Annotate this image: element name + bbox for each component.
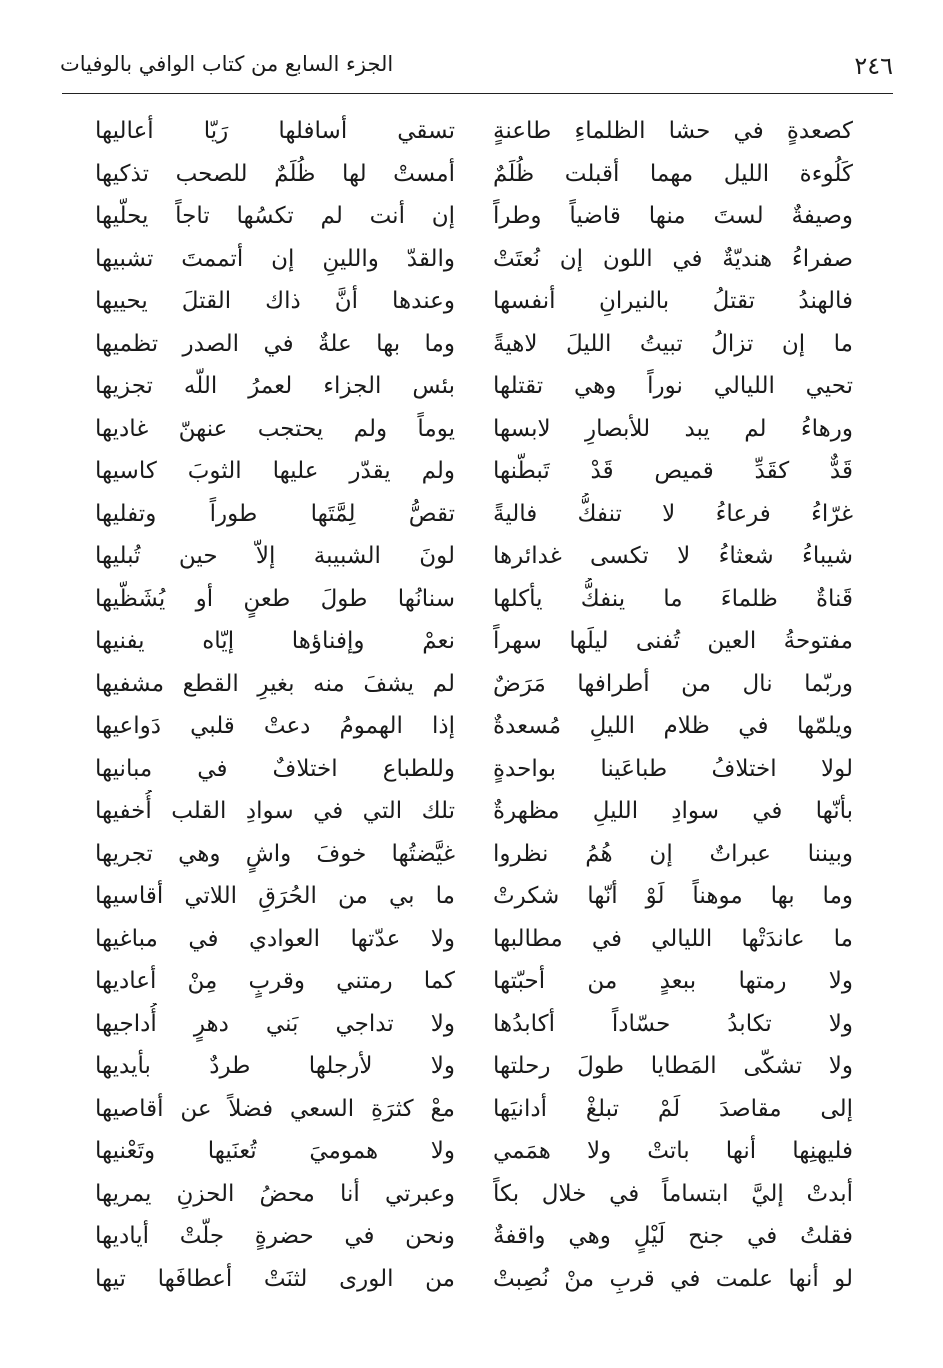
verse-first-hemistich: ولا رمتها ببعدٍ من أحبّتها — [493, 968, 853, 994]
verse-first-hemistich: أبدتْ إليَّ ابتساماً في خلال بكاً — [493, 1180, 853, 1207]
verse-second-hemistich: من الورى لثنَتْ أعطافَها تيها — [95, 1265, 455, 1292]
verse-first-hemistich: مفتوحةُ العين تُفنى ليلَها سهراً — [493, 628, 853, 654]
verse-first-hemistich: إلى مقاصدَ لَمْ تبلغْ أدانيَها — [493, 1095, 853, 1122]
verse-first-hemistich: لولا اختلافُ طباعَينا بواحدةٍ — [493, 755, 853, 782]
verse-first-hemistich: صفراءُ هنديّةٌ في اللون إن نُعتَتْ — [493, 245, 853, 272]
verse-first-hemistich: شيباءُ شعثاءُ لا تكسى غدائرها — [493, 543, 853, 569]
verse-first-hemistich: لو أنها علمت في قربِ منْ نُصِبتْ — [493, 1265, 853, 1292]
verse-second-hemistich: ولا هموميَ تُعنَيها وتَعْنيها — [95, 1138, 455, 1164]
running-head: الجزء السابع من كتاب الوافي بالوفيات — [60, 52, 394, 76]
verse-first-hemistich: كَلُوءة الليل مهما أقبلت ظُلَمٌ — [493, 160, 853, 187]
verse-first-hemistich: ورهاءُ لم يبد للأبصارِ لابسها — [493, 415, 853, 442]
verse-first-hemistich: ولا تشكّى المَطايا طولَ رحلتها — [493, 1053, 853, 1079]
verse-second-hemistich: ما بي من الحُرَقِ اللاتي أقاسيها — [95, 883, 455, 909]
verse-second-hemistich: لم يشفَ منه بغيرِ القطع مشفيها — [95, 670, 455, 697]
verse-first-hemistich: فليهنِها أنها باتتْ ولا همَمي — [493, 1138, 853, 1164]
verse-first-hemistich: وبيننا عبراتٌ إن هُمُ نظروا — [493, 840, 853, 867]
verse-first-hemistich: فالهندُ تقتلُ بالنيرانِ أنفسها — [493, 288, 853, 314]
verse-second-hemistich: تسقي أسافلها رَيّا أعاليها — [95, 118, 455, 144]
verse-second-hemistich: غيَّضتُها خوفَ واشٍ وهي تجريها — [95, 840, 455, 867]
verse-second-hemistich: نعمْ وإفناؤها إيّاه يفنيها — [95, 628, 455, 654]
verse-second-hemistich: يوماً ولم يحتجب عنهنّ غاديها — [95, 415, 455, 442]
verse-second-hemistich: ولا عدّتها العوادي في مباغيها — [95, 925, 455, 952]
verse-first-hemistich: قَناةٌ ظلماءَ ما ينفكُّ يأكلها — [493, 585, 853, 612]
verse-second-hemistich: بئس الجزاء لعمرُ اللّه تجزيها — [95, 373, 455, 399]
verse-first-hemistich: كصعدةٍ في حشا الظلماءِ طاعنةٍ — [493, 118, 853, 144]
verse-second-hemistich: إن أنت لم تكسُها تاجاً يحلّيها — [95, 203, 455, 229]
verse-second-hemistich: ولا لأرجلها طردٌ بأيديها — [95, 1053, 455, 1079]
verse-first-hemistich: وربّما نال من أطرافها مَرَضٌ — [493, 670, 853, 697]
right-column — [493, 110, 853, 1340]
verse-first-hemistich: وصيفةٌ لستَ منها قاضياً وطراً — [493, 203, 853, 229]
verse-second-hemistich: تقصُّ لِمَّتَها طوراً وتفليها — [95, 500, 455, 527]
verse-second-hemistich: والقدّ واللينِ إن أتممتَ تشبيها — [95, 245, 455, 272]
verse-second-hemistich: ونحن في حضرةٍ جلّتْ أياديها — [95, 1223, 455, 1249]
verse-first-hemistich: تحيي الليالي نوراً وهي تقتلها — [493, 373, 853, 399]
verse-second-hemistich: وما بها علةٌ في الصدر تظميها — [95, 330, 455, 357]
verse-first-hemistich: ويلمّها في ظلام الليلِ مُسعدةٌ — [493, 713, 853, 739]
verse-first-hemistich: غرّاءُ فرعاءُ لا تنفكُّ فاليةً — [493, 500, 853, 527]
page-number: ٢٤٦ — [854, 52, 893, 80]
verse-first-hemistich: ما إن تزالُ تبيتُ الليلَ لاهيةً — [493, 330, 853, 357]
poem-body — [95, 110, 853, 1340]
verse-second-hemistich: وعبرتي أنا محضُ الحزنِ يمريها — [95, 1180, 455, 1207]
verse-second-hemistich: لونَ الشبيبة إلاّ حين تُبليها — [95, 543, 455, 569]
verse-second-hemistich: تلك التي في سوادِ القلب أُخفيها — [95, 798, 455, 824]
verse-first-hemistich: قَدٌّ كقَدِّ قميص قَدْ تَبطّنها — [493, 458, 853, 484]
verse-first-hemistich: وما بها موهناً لَوْ أنّها شكرتْ — [493, 883, 853, 909]
header-rule — [62, 93, 893, 94]
verse-second-hemistich: وللطباع اختلافٌ في مبانيها — [95, 755, 455, 782]
verse-second-hemistich: إذا الهمومُ دعتْ قلبي دَواعيها — [95, 713, 455, 739]
page-header — [60, 48, 893, 92]
verse-first-hemistich: ولا تكابدُ حسّاداً أكابدُها — [493, 1010, 853, 1037]
left-column — [95, 110, 455, 1340]
verse-second-hemistich: ولم يقدّر عليها الثوبَ كاسيها — [95, 458, 455, 484]
verse-second-hemistich: وعندها أنَّ ذاك القتلَ يحييها — [95, 288, 455, 314]
verse-first-hemistich: ما عاندَتْها الليالي في مطالبها — [493, 925, 853, 952]
verse-second-hemistich: أمستْ لها ظُلَمٌ للصحب تذكيها — [95, 160, 455, 187]
verse-first-hemistich: فقلتُ في جنح لَيْلٍ وهي واقفةٌ — [493, 1223, 853, 1249]
verse-second-hemistich: سنانُها طولَ طعنٍ أو يُشَظّيها — [95, 585, 455, 612]
verse-second-hemistich: كما رمتني وقربٍ مِنْ أعاديها — [95, 968, 455, 994]
verse-first-hemistich: بأنّها في سوادِ الليلِ مظهرةٌ — [493, 798, 853, 824]
verse-second-hemistich: معْ كثرَةِ السعي فضلاً عن أقاصيها — [95, 1095, 455, 1122]
verse-second-hemistich: ولا تداجي بَني دهرٍ أُداجيها — [95, 1010, 455, 1037]
